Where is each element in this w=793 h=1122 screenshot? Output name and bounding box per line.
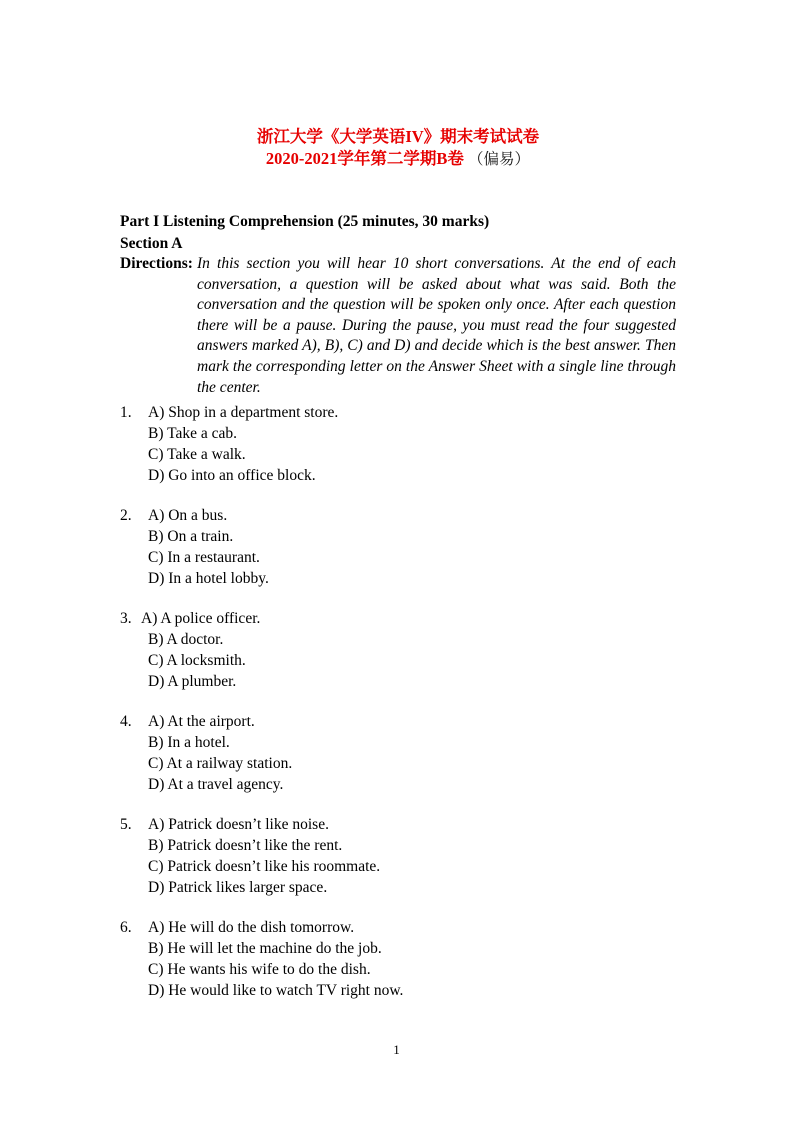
question-options xyxy=(148,402,676,486)
question-1 xyxy=(120,402,676,486)
option-b: B) He will let the machine do the job. xyxy=(148,940,382,958)
option-c: C) He wants his wife to do the dish. xyxy=(148,961,371,979)
question-list xyxy=(120,402,676,1001)
option-c: C) In a restaurant. xyxy=(148,549,260,567)
question-options xyxy=(148,711,676,795)
question-6 xyxy=(120,917,676,1001)
question-options xyxy=(148,505,676,589)
question-number: 3. xyxy=(120,610,132,628)
section-a-heading: Section A xyxy=(120,234,183,252)
option-c: C) Take a walk. xyxy=(148,446,246,464)
option-b: B) On a train. xyxy=(148,528,234,546)
exam-title-block xyxy=(120,126,676,171)
option-d: D) He would like to watch TV right now. xyxy=(148,982,404,1000)
option-d: D) Patrick likes larger space. xyxy=(148,879,328,897)
option-b: B) In a hotel. xyxy=(148,734,230,752)
question-3 xyxy=(120,608,676,692)
option-a: A) Shop in a department store. xyxy=(148,404,339,422)
option-a: A) He will do the dish tomorrow. xyxy=(148,919,355,937)
option-d: D) Go into an office block. xyxy=(148,467,316,485)
exam-title: 浙江大学《大学英语IV》期末考试试卷 xyxy=(256,127,540,146)
option-c: C) A locksmith. xyxy=(148,652,246,670)
directions-label: Directions: xyxy=(120,255,193,272)
option-b: B) Patrick doesn’t like the rent. xyxy=(148,837,343,855)
question-number: 2. xyxy=(120,507,132,525)
option-b: B) Take a cab. xyxy=(148,425,238,443)
question-4 xyxy=(120,711,676,795)
exam-difficulty-note: （偏易） xyxy=(468,151,531,168)
page-number: 1 xyxy=(393,1042,400,1057)
option-a: A) On a bus. xyxy=(148,507,228,525)
option-a: A) Patrick doesn’t like noise. xyxy=(148,816,329,834)
question-number: 1. xyxy=(120,404,132,422)
question-number: 5. xyxy=(120,816,132,834)
question-number: 6. xyxy=(120,919,132,937)
option-d: D) At a travel agency. xyxy=(148,776,284,794)
exam-subtitle: 2020-2021学年第二学期B卷 xyxy=(265,149,464,168)
directions-block xyxy=(120,254,676,398)
option-d: D) A plumber. xyxy=(148,673,237,691)
exam-content xyxy=(120,126,676,1020)
part-heading: Part I Listening Comprehension (25 minutes, 30 marks) xyxy=(120,213,490,230)
question-number: 4. xyxy=(120,713,132,731)
option-a: A) At the airport. xyxy=(148,713,255,731)
question-options xyxy=(148,814,676,898)
directions-text: In this section you will hear 10 short conversations. At the end of each conversation, a question will be asked about what was said. Both the conversation and the question will be spoken only once. After each question there will be a pause. During the pause, you must read the four suggested answers marked A), B), C) and D) and decide which is the best answer. Then mark the corresponding letter on the Answer Sheet with a single line through the center. xyxy=(197,255,676,396)
option-c: C) Patrick doesn’t like his roommate. xyxy=(148,858,381,876)
question-5 xyxy=(120,814,676,898)
option-d: D) In a hotel lobby. xyxy=(148,570,269,588)
option-a: A) A police officer. xyxy=(141,610,261,628)
question-2 xyxy=(120,505,676,589)
option-c: C) At a railway station. xyxy=(148,755,293,773)
exam-subtitle-line xyxy=(120,148,676,171)
question-options xyxy=(141,608,676,692)
question-options xyxy=(148,917,676,1001)
option-b: B) A doctor. xyxy=(148,631,224,649)
